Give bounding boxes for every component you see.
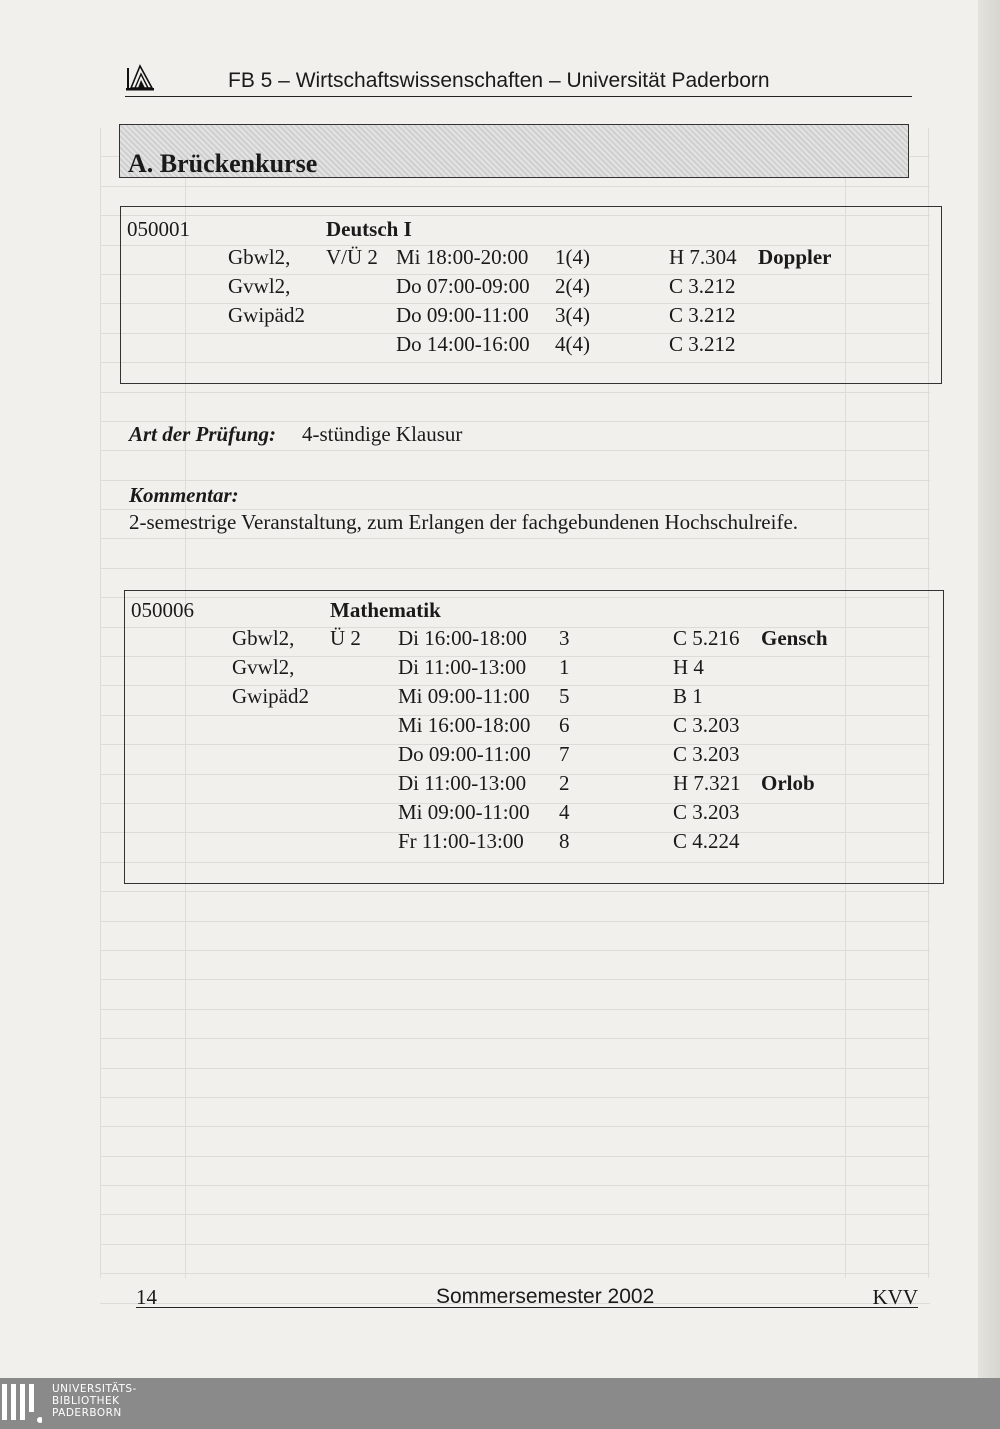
bleed-row <box>100 451 930 480</box>
lecturer: Doppler <box>758 245 832 269</box>
slot-group: 1 <box>559 655 570 679</box>
exam-label: Art der Prüfung: <box>129 422 277 446</box>
course-type: V/Ü 2 <box>326 245 378 269</box>
course-box-deutsch <box>120 206 942 384</box>
slot-room: C 3.212 <box>669 332 736 356</box>
course-number: 050006 <box>131 598 194 622</box>
slot-group: 5 <box>559 684 570 708</box>
bleed-row <box>100 393 930 422</box>
lecturer: Orlob <box>761 771 815 795</box>
slot-room: C 3.203 <box>673 742 740 766</box>
comment-label: Kommentar: <box>129 483 239 507</box>
slot-room: C 3.203 <box>673 800 740 824</box>
slot-room: C 3.203 <box>673 713 740 737</box>
slot-room: B 1 <box>673 684 703 708</box>
slot-time: Do 14:00-16:00 <box>396 332 530 356</box>
bleed-row <box>100 1157 930 1186</box>
page-edge-shadow <box>978 0 1000 1378</box>
footer-semester: Sommersemester 2002 <box>436 1285 655 1308</box>
audience: Gbwl2, <box>228 245 291 269</box>
course-name: Mathematik <box>330 598 441 622</box>
slot-group: 3(4) <box>555 303 590 327</box>
slot-room: C 4.224 <box>673 829 740 853</box>
bleed-row <box>100 1215 930 1244</box>
running-header <box>125 58 912 97</box>
header-title: FB 5 – Wirtschaftswissenschaften – Universität Paderborn <box>228 69 770 92</box>
slot-group: 6 <box>559 713 570 737</box>
course-number: 050001 <box>127 217 190 241</box>
bleed-row <box>100 892 930 921</box>
course-type: Ü 2 <box>330 626 361 650</box>
slot-time: Do 09:00-11:00 <box>396 303 529 327</box>
bleed-row <box>100 922 930 951</box>
bleed-row <box>100 539 930 568</box>
section-title: A. Brückenkurse <box>128 149 318 178</box>
audience: Gvwl2, <box>228 274 291 298</box>
bleed-row <box>100 1186 930 1215</box>
bleed-row <box>100 1127 930 1156</box>
bleed-row <box>100 1039 930 1068</box>
slot-time: Di 16:00-18:00 <box>398 626 527 650</box>
slot-time: Fr 11:00-13:00 <box>398 829 524 853</box>
slot-room: H 7.304 <box>669 245 737 269</box>
slot-time: Di 11:00-13:00 <box>398 771 527 795</box>
page-number: 14 <box>136 1285 157 1309</box>
running-footer <box>136 1285 918 1308</box>
slot-time: Mi 18:00-20:00 <box>396 245 529 269</box>
slot-time: Mi 09:00-11:00 <box>398 684 530 708</box>
lecturer: Gensch <box>761 626 828 650</box>
slot-group: 7 <box>559 742 570 766</box>
bleed-row <box>100 1245 930 1274</box>
slot-room: H 7.321 <box>673 771 741 795</box>
slot-group: 4(4) <box>555 332 590 356</box>
library-line: BIBLIOTHEK <box>52 1395 120 1407</box>
university-logo-icon <box>125 60 155 92</box>
course-name: Deutsch I <box>326 217 412 241</box>
slot-group: 1(4) <box>555 245 590 269</box>
library-strip <box>0 1378 1000 1429</box>
slot-time: Mi 09:00-11:00 <box>398 800 530 824</box>
bleed-row <box>100 951 930 980</box>
slot-room: C 3.212 <box>669 274 736 298</box>
audience: Gbwl2, <box>232 626 295 650</box>
library-line: PADERBORN <box>52 1407 122 1419</box>
bleed-row <box>100 980 930 1009</box>
slot-group: 3 <box>559 626 570 650</box>
slot-time: Mi 16:00-18:00 <box>398 713 531 737</box>
audience: Gwipäd2 <box>232 684 309 708</box>
course-box-mathematik <box>124 590 944 884</box>
slot-group: 2 <box>559 771 570 795</box>
section-banner <box>119 124 909 178</box>
slot-group: 2(4) <box>555 274 590 298</box>
bleed-row <box>100 1098 930 1127</box>
audience: Gwipäd2 <box>228 303 305 327</box>
slot-group: 8 <box>559 829 570 853</box>
library-name <box>52 1383 137 1419</box>
bleed-row <box>100 1010 930 1039</box>
audience: Gvwl2, <box>232 655 295 679</box>
slot-room: C 3.212 <box>669 303 736 327</box>
bleed-row <box>100 1069 930 1098</box>
footer-series: KVV <box>872 1285 918 1309</box>
slot-room: H 4 <box>673 655 704 679</box>
slot-time: Do 07:00-09:00 <box>396 274 530 298</box>
slot-time: Do 09:00-11:00 <box>398 742 531 766</box>
slot-group: 4 <box>559 800 570 824</box>
comment-text: 2-semestrige Veranstaltung, zum Erlangen der fachgebundenen Hochschulreife. <box>129 510 799 534</box>
library-line: UNIVERSITÄTS- <box>52 1383 137 1395</box>
slot-room: C 5.216 <box>673 626 740 650</box>
exam-value: 4-stündige Klausur <box>302 422 463 446</box>
library-logo-icon <box>2 1384 42 1424</box>
slot-time: Di 11:00-13:00 <box>398 655 527 679</box>
